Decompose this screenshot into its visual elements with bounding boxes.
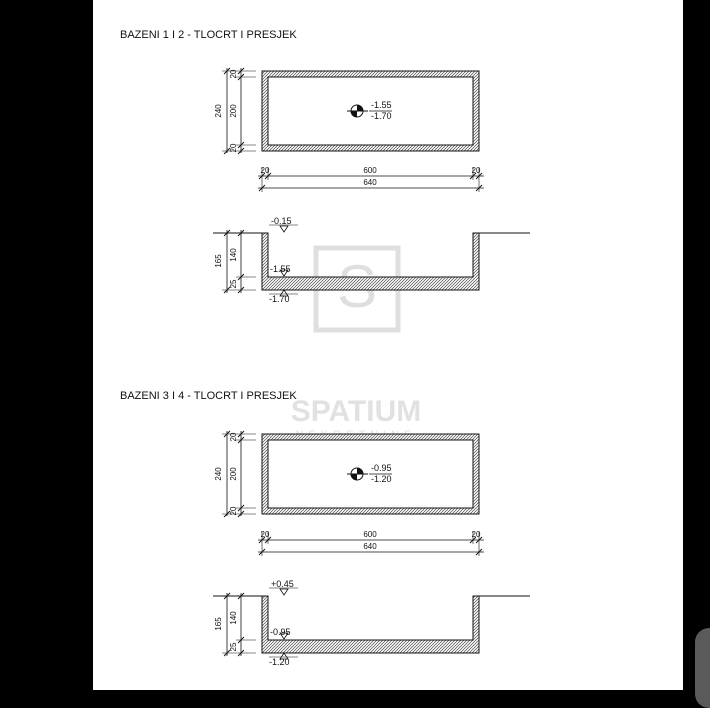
dim-wall-bottom: 20	[229, 506, 238, 516]
section-level-ground: -0.15	[271, 216, 292, 226]
plan-level-bottom: -1.20	[371, 474, 392, 484]
dim-inner-height: 200	[229, 104, 238, 118]
plan-level-top: -1.55	[371, 100, 392, 110]
plan-level-top: -0.95	[371, 463, 392, 473]
section-level-ground: +0.45	[271, 579, 294, 589]
section-2-title: BAZENI 3 I 4 - TLOCRT I PRESJEK	[120, 390, 297, 402]
dim-wall-right: 20	[471, 166, 481, 175]
dim-slab: 25	[229, 642, 238, 652]
section-level-water: -1.55	[270, 264, 291, 274]
drawing-canvas	[93, 0, 683, 690]
dim-slab: 25	[229, 279, 238, 289]
section-level-water: -0.95	[270, 627, 291, 637]
section-1-plan	[214, 68, 484, 192]
dim-total-depth: 165	[214, 617, 223, 631]
dim-inner-width: 600	[363, 166, 377, 175]
dim-outer-height: 240	[214, 467, 223, 481]
dim-water-depth: 140	[229, 611, 238, 625]
dim-wall-left: 20	[260, 530, 270, 539]
section-1-title: BAZENI 1 I 2 - TLOCRT I PRESJEK	[120, 29, 297, 41]
section-1	[120, 29, 530, 304]
dim-outer-width: 640	[363, 542, 377, 551]
dim-wall-top: 20	[229, 432, 238, 442]
dim-outer-height: 240	[214, 104, 223, 118]
dim-total-depth: 165	[214, 254, 223, 268]
dim-inner-height: 200	[229, 467, 238, 481]
plan-level-bottom: -1.70	[371, 111, 392, 121]
section-2-plan	[214, 431, 484, 556]
dim-inner-width: 600	[363, 530, 377, 539]
section-level-floor: -1.70	[269, 294, 290, 304]
dim-outer-width: 640	[363, 178, 377, 187]
dim-wall-right: 20	[471, 530, 481, 539]
section-level-floor: -1.20	[269, 657, 290, 667]
dim-wall-bottom: 20	[229, 143, 238, 153]
dim-water-depth: 140	[229, 248, 238, 262]
dim-wall-left: 20	[260, 166, 270, 175]
drawing-sheet	[93, 0, 683, 690]
dim-wall-top: 20	[229, 69, 238, 79]
watermark-name: SPATIUM	[290, 395, 422, 428]
corner-badge[interactable]	[695, 628, 710, 708]
section-2-cut	[213, 579, 530, 667]
